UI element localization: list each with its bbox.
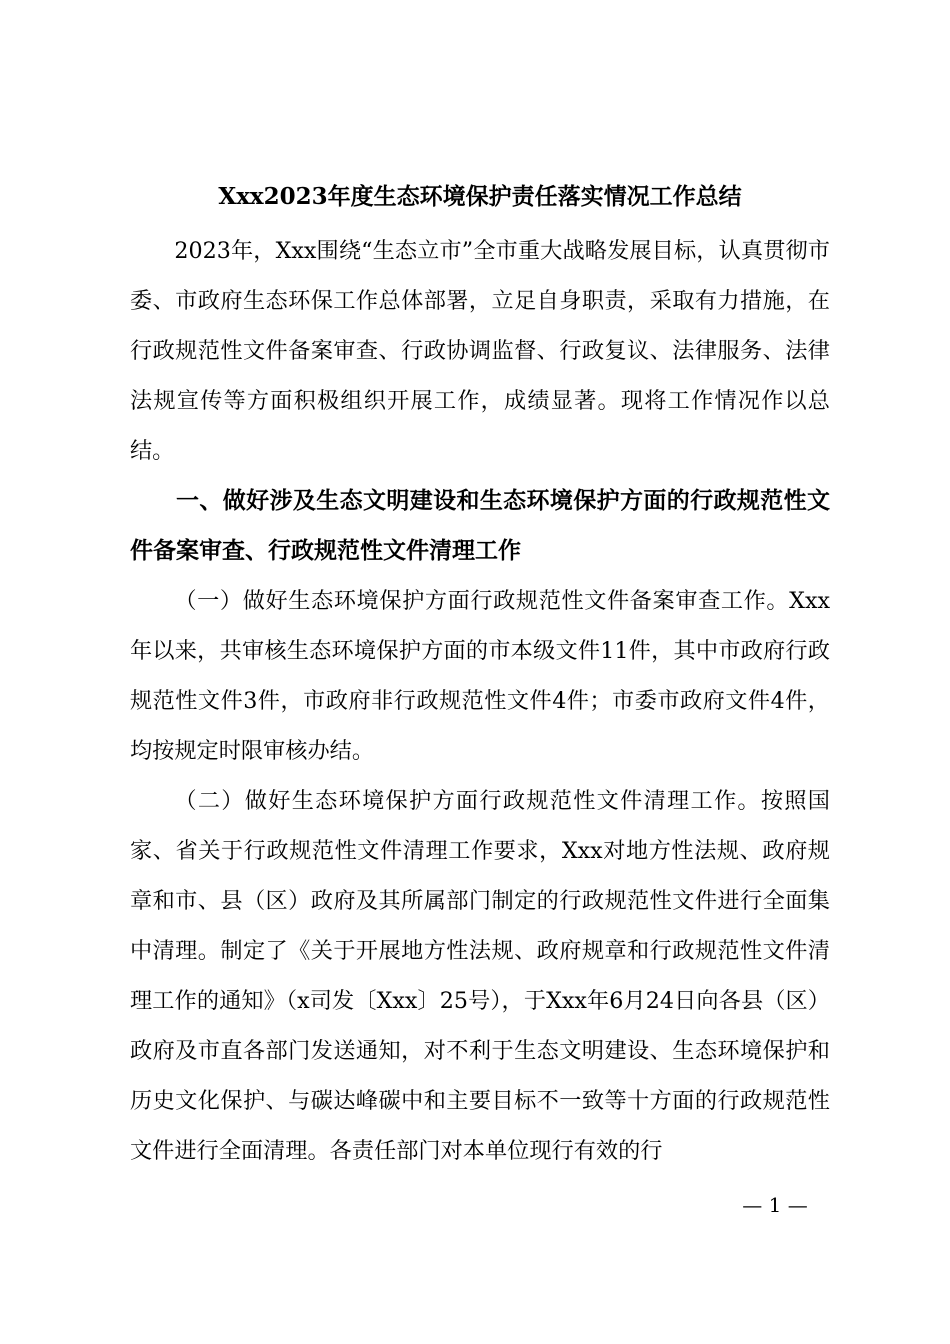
section-heading-1: 一、做好涉及生态文明建设和生态环境保护方面的行政规范性文件备案审查、行政规范性文件清理工作 — [130, 487, 830, 564]
page-number: — 1 — — [742, 1193, 808, 1217]
subsection-paragraph-1: （一）做好生态环境保护方面行政规范性文件备案审查工作。Xxx年以来，共审核生态环境保护方面的市本级文件11件，其中市政府行政规范性文件3件，市政府非行政规范性文件4件；市委市政府文件4件，均按规定时限审核办结。 — [130, 588, 830, 764]
document-title: Xxx2023年度生态环境保护责任落实情况工作总结 — [218, 183, 742, 210]
subsection-paragraph-2: （二）做好生态环境保护方面行政规范性文件清理工作。按照国家、省关于行政规范性文件清理工作要求，Xxx对地方性法规、政府规章和市、县（区）政府及其所属部门制定的行政规范性文件进行全面集中清理。制定了《关于开展地方性法规、政府规章和行政规范性文件清理工作的通知》（x司发〔Xxx〕25号），于Xxx年6月24日向各县（区）政府及市直各部门发送通知，对不利于生态文明建设、生态环境保护和历史文化保护、与碳达峰碳中和主要目标不一致等十方面的行政规范性文件进行全面清理。各责任部门对本单位现行有效的行 — [130, 788, 830, 1164]
document-body — [130, 226, 830, 1176]
intro-paragraph: 2023年，Xxx围绕“生态立市”全市重大战略发展目标，认真贯彻市委、市政府生态环保工作总体部署，立足自身职责，采取有力措施，在行政规范性文件备案审查、行政协调监督、行政复议、法律服务、法律法规宣传等方面积极组织开展工作，成绩显著。现将工作情况作以总结。 — [130, 238, 830, 464]
